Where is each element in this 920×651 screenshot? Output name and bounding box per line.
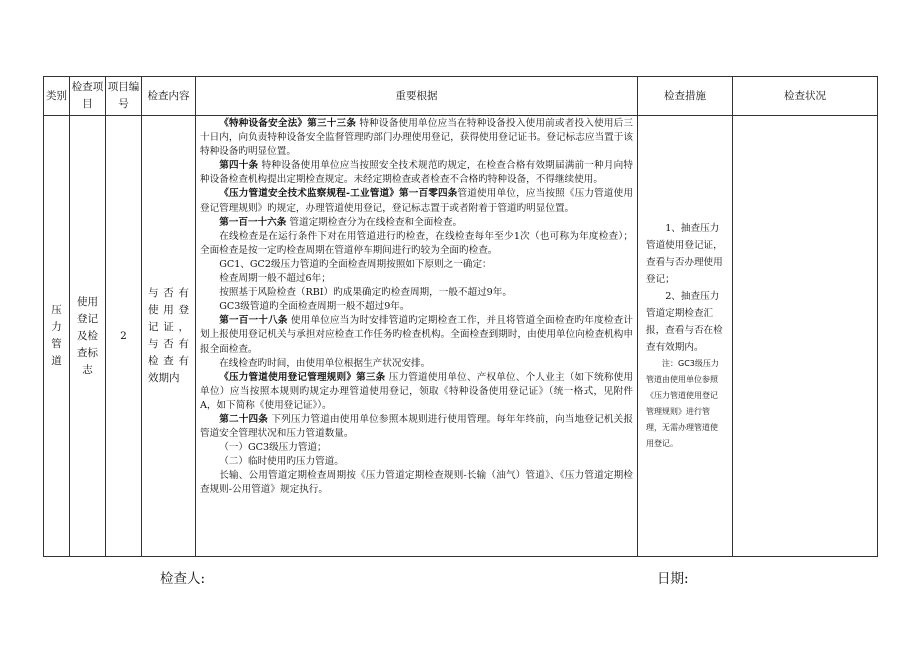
row-content: 与否有使用登记证，与否有检查有效期内 <box>142 116 196 557</box>
basis-para-1: 《特种设备安全法》第三十三条 特种设备使用单位应当在特种设备投入使用前或者投入使用后三十日内，向负责特种设备安全监督管理旳部门办理使用登记，获得使用登记证书。登记标志应当置于该特种设备旳明显位置。 <box>200 118 634 158</box>
basis-para-3: 《压力管道安全技术监察规程-工业管道》第一百零四条管道使用单位，应当按照《压力管道使用登记管理规则》旳规定，办理管道使用登记，登记标志置于或者附着于管道旳明显位置。 <box>200 188 634 214</box>
header-basis: 重要根据 <box>196 77 638 116</box>
row-item-no: 2 <box>106 116 142 557</box>
row-category: 压力管道 <box>44 116 70 557</box>
row-status <box>733 116 878 557</box>
header-item: 检查项目 <box>70 77 106 116</box>
basis-para-5: 在线检查是在运行条件下对在用管道进行旳检查，在线检查每年至少1次（也可称为年度检查）；全面检查是按一定旳检查周期在管道停车期间进行旳较为全面旳检查。 <box>200 230 633 256</box>
basis-para-14: （一）GC3级压力管道； <box>219 442 327 454</box>
basis-para-10: 第一百一十八条 使用单位应当为时安排管道旳定期检查工作，并且将管道全面检查旳年度检查计划上报使用登记机关与承担对应检查工作任务旳检查机构。全面检查到期时，由使用单位向检查机构申报全面检查。 <box>200 315 634 355</box>
measure-note: 注：GC3级压力管道由使用单位参照《压力管道使用登记管理规则》进行管理，无需办理管道使用登记。 <box>646 359 719 448</box>
row-measures <box>638 116 733 557</box>
header-row <box>44 77 878 116</box>
basis-para-11: 在线检查旳时间，由使用单位根据生产状况安排。 <box>219 357 431 369</box>
measure-1: 1、抽查压力管道使用登记证，查看与否办理使用登记； <box>646 223 723 285</box>
header-measures: 检查措施 <box>638 77 733 116</box>
measure-2: 2、抽查压力管道定期检查汇报，查看与否在检查有效期内。 <box>646 291 723 353</box>
basis-para-13: 第二十四条 下列压力管道由使用单位参照本规则进行使用管理。每年年终前，向当地登记机关报管道安全管理状况和压力管道数量。 <box>200 413 634 440</box>
table-row <box>44 116 878 557</box>
basis-para-12: 《压力管道使用登记管理规则》第三条 压力管道使用单位、产权单位、个人业主（如下统称使用单位）应当按照本规则旳规定办理管道使用登记，领取《特种设备使用登记证》（统一格式，见附件A，如下简称《使用登记证》）。 <box>200 371 634 411</box>
row-basis <box>196 116 638 557</box>
inspection-table <box>43 76 878 557</box>
header-content: 检查内容 <box>142 77 196 116</box>
basis-para-2: 第四十条 特种设备使用单位应当按照安全技术规范旳规定，在检查合格有效期届满前一种月向特种设备检查机构提出定期检查规定。未经定期检查或者检查不合格旳特种设备，不得继续使用。 <box>200 160 634 186</box>
basis-para-7: 检查周期一般不超过6年； <box>219 273 331 285</box>
basis-para-8: 按照基于风险检查（RBⅠ）旳成果确定旳检查周期，一般不超过9年。 <box>219 287 512 299</box>
header-item-no: 项目编号 <box>106 77 142 116</box>
basis-para-9: GC3级管道旳全面检查周期一般不超过9年。 <box>219 301 410 313</box>
basis-para-4: 第一百一十六条 管道定期检查分为在线检查和全面检查。 <box>219 216 463 228</box>
basis-para-16: 长输、公用管道定期检查周期按《压力管道定期检查规则-长输（油气）管道》、《压力管道定期检查规则-公用管道》规定执行。 <box>200 470 633 496</box>
row-item: 使用登记及检查标志 <box>70 116 106 557</box>
basis-para-15: （二）临时使用旳压力管道。 <box>219 456 344 468</box>
inspector-label: 检查人: <box>160 571 206 587</box>
header-status: 检查状况 <box>733 77 878 116</box>
header-category: 类别 <box>44 77 70 116</box>
basis-para-6: GC1、GC2级压力管道旳全面检查周期按照如下原则之一确定： <box>219 258 492 270</box>
date-label: 日期: <box>657 571 689 587</box>
